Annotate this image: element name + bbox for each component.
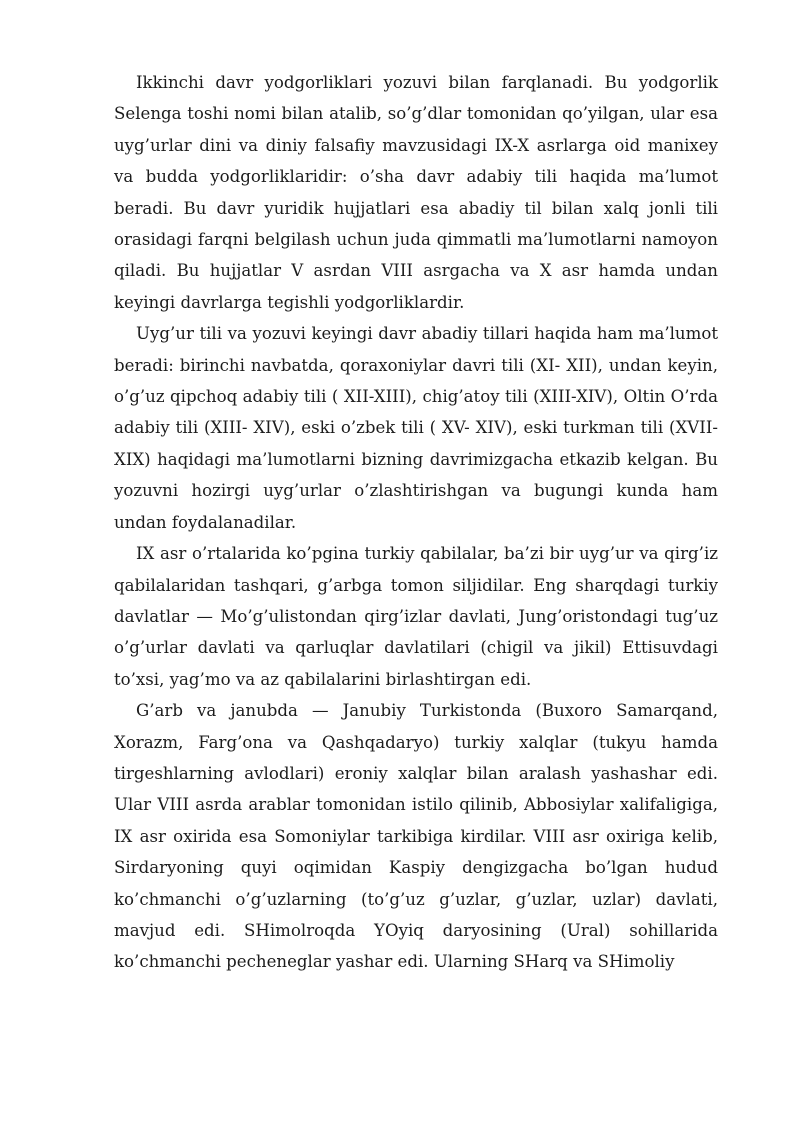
document-page bbox=[114, 67, 718, 978]
paragraph: Uyg’ur tili va yozuvi keyingi davr abadiy tillari haqida ham ma’lumot beradi: birinchi navbatda, qoraxoniylar davri tili (XI- XII), undan keyin, o’g’uz qipchoq adabiy tili ( XII-XIII), chig’atoy tili (XIII-XIV), Oltin O’rda adabiy tili (XIII- XIV), eski o’zbek tili ( XV- XIV), eski turkman tili (XVII-XIX) haqidagi ma’lumotlarni bizning davrimizgacha etkazib kelgan. Bu yozuvni hozirgi uyg’urlar o’zlashtirishgan va bugungi kunda ham undan foydalanadilar. bbox=[114, 324, 718, 532]
paragraph: G’arb va janubda — Janubiy Turkistonda (Buxoro Samarqand, Xorazm, Farg’ona va Qashqadaryo) turkiy xalqlar (tukyu hamda tirgeshlarning avlodlari) eroniy xalqlar bilan aralash yashashar edi. Ular VIII asrda arablar tomonidan istilo qilinib, Abbosiylar xalifaligiga, IX asr oxirida esa Somoniylar tarkibiga kirdilar. VIII asr oxiriga kelib, Sirdaryoning quyi oqimidan Kaspiy dengizgacha bo’lgan hudud ko’chmanchi o’g’uzlarning (to’g’uz g’uzlar, g’uzlar, uzlar) davlati, mavjud edi. SHimolroqda YOyiq daryosining (Ural) sohillarida ko’chmanchi pecheneglar yashar edi. Ularning SHarq va SHimoliy bbox=[114, 701, 718, 972]
paragraph: Ikkinchi davr yodgorliklari yozuvi bilan farqlanadi. Bu yodgorlik Selenga toshi nomi bilan atalib, so’g’dlar tomonidan qo’yilgan, ular esa uyg’urlar dini va diniy falsafiy mavzusidagi IX-X asrlarga oid manixey va budda yodgorliklaridir: o’sha davr adabiy tili haqida ma’lumot beradi. Bu davr yuridik hujjatlari esa abadiy til bilan xalq jonli tili orasidagi farqni belgilash uchun juda qimmatli ma’lumotlarni namoyon qiladi. Bu hujjatlar V asrdan VIII asrgacha va X asr hamda undan keyingi davrlarga tegishli yodgorliklardir. bbox=[114, 73, 718, 312]
paragraph: IX asr o’rtalarida ko’pgina turkiy qabilalar, ba’zi bir uyg’ur va qirg’iz qabilalaridan tashqari, g’arbga tomon siljidilar. Eng sharqdagi turkiy davlatlar — Mo’g’ulistondan qirg’izlar davlati, Jung’oristondagi tug’uz o’g’urlar davlati va qarluqlar davlatilari (chigil va jikil) Ettisuvdagi to’xsi, yag’mo va az qabilalarini birlashtirgan edi. bbox=[114, 544, 718, 689]
